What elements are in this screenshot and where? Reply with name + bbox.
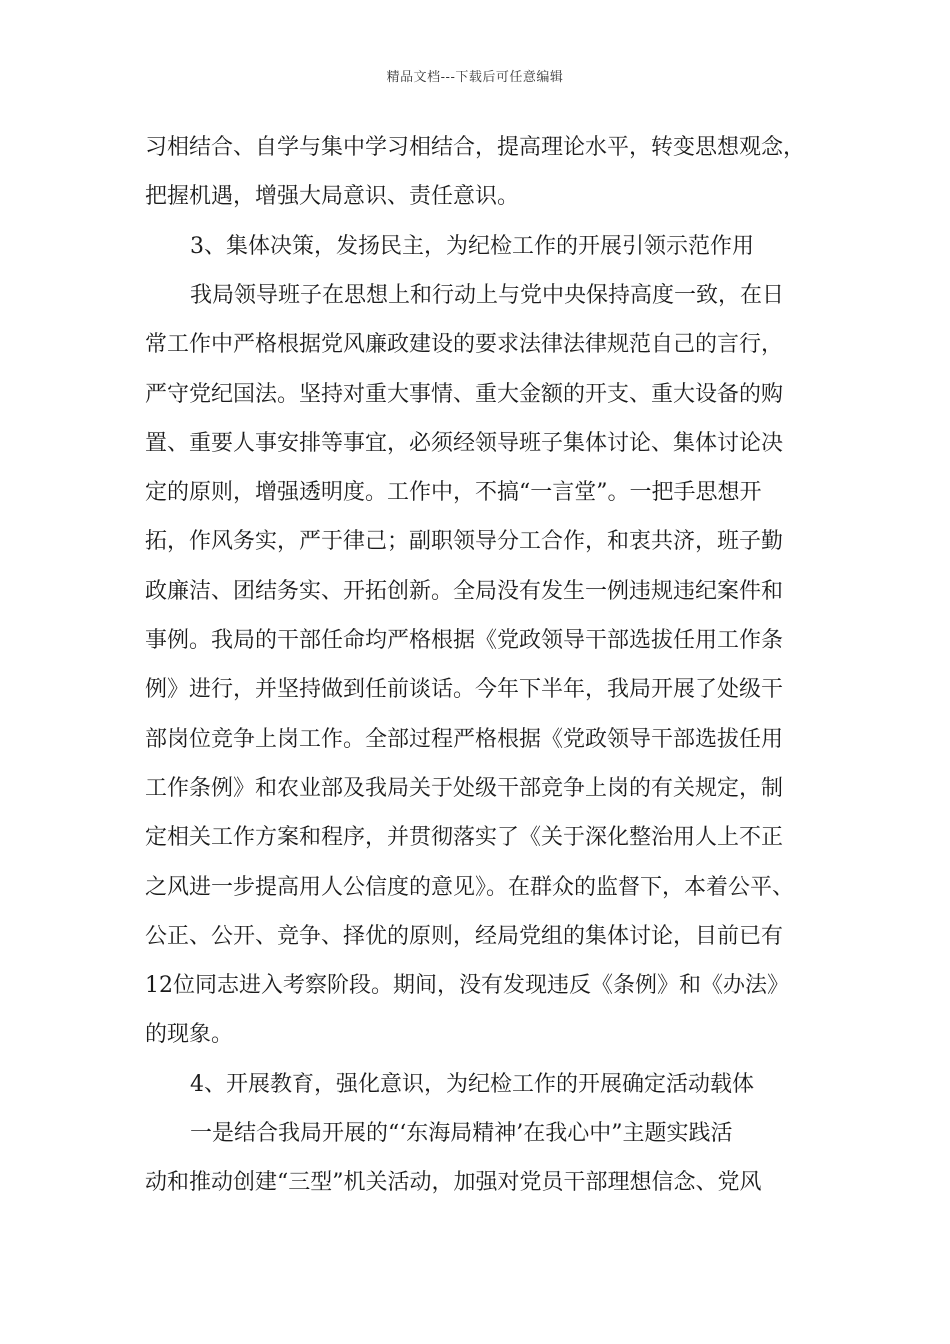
paragraph-first-line: 一是结合我局开展的“‘东海局精神’在我心中”主题实践活 xyxy=(190,1121,733,1146)
text-line: 事例。我局的干部任命均严格根据《党政领导干部选拔任用工作条 xyxy=(145,628,784,653)
text-line: 拓，作风务实，严于律己；副职领导分工合作，和衷共济，班子勤 xyxy=(145,529,784,554)
text-line: 12位同志进入考察阶段。期间，没有发现违反《条例》和《办法》 xyxy=(145,973,789,998)
paragraph-first-line: 我局领导班子在思想上和行动上与党中央保持高度一致，在日 xyxy=(190,283,785,308)
text-line: 的现象。 xyxy=(145,1022,234,1047)
text-line: 严守党纪国法。坚持对重大事情、重大金额的开支、重大设备的购 xyxy=(145,382,784,407)
text-line: 政廉洁、团结务实、开拓创新。全局没有发生一例违规违纪案件和 xyxy=(145,579,784,604)
text-line: 习相结合、自学与集中学习相结合，提高理论水平，转变思想观念， xyxy=(145,135,806,160)
text-line: 定的原则，增强透明度。工作中，不搞“一言堂”。一把手思想开 xyxy=(145,480,762,505)
text-line: 定相关工作方案和程序，并贯彻落实了《关于深化整治用人上不正 xyxy=(145,825,784,850)
text-line: 公正、公开、竞争、择优的原则，经局党组的集体讨论，目前已有 xyxy=(145,924,784,949)
text-line: 常工作中严格根据党风廉政建设的要求法律法律规范自己的言行， xyxy=(145,332,784,357)
text-line: 把握机遇，增强大局意识、责任意识。 xyxy=(145,184,520,209)
paragraph-first-line: 3、集体决策，发扬民主，为纪检工作的开展引领示范作用 xyxy=(190,234,754,259)
text-line: 部岗位竞争上岗工作。全部过程严格根据《党政领导干部选拔任用 xyxy=(145,727,784,752)
text-line: 之风进一步提高用人公信度的意见》。在群众的监督下，本着公平、 xyxy=(145,875,795,900)
text-line: 例》进行，并坚持做到任前谈话。今年下半年，我局开展了处级干 xyxy=(145,677,784,702)
text-line: 动和推动创建“三型”机关活动，加强对党员干部理想信念、党风 xyxy=(145,1170,762,1195)
paragraph-first-line: 4、开展教育，强化意识，为纪检工作的开展确定活动载体 xyxy=(190,1072,754,1097)
page-header: 精品文档---下载后可任意编辑 xyxy=(386,70,564,85)
text-line: 置、重要人事安排等事宜，必须经领导班子集体讨论、集体讨论决 xyxy=(145,431,784,456)
text-line: 工作条例》和农业部及我局关于处级干部竞争上岗的有关规定，制 xyxy=(145,776,784,801)
